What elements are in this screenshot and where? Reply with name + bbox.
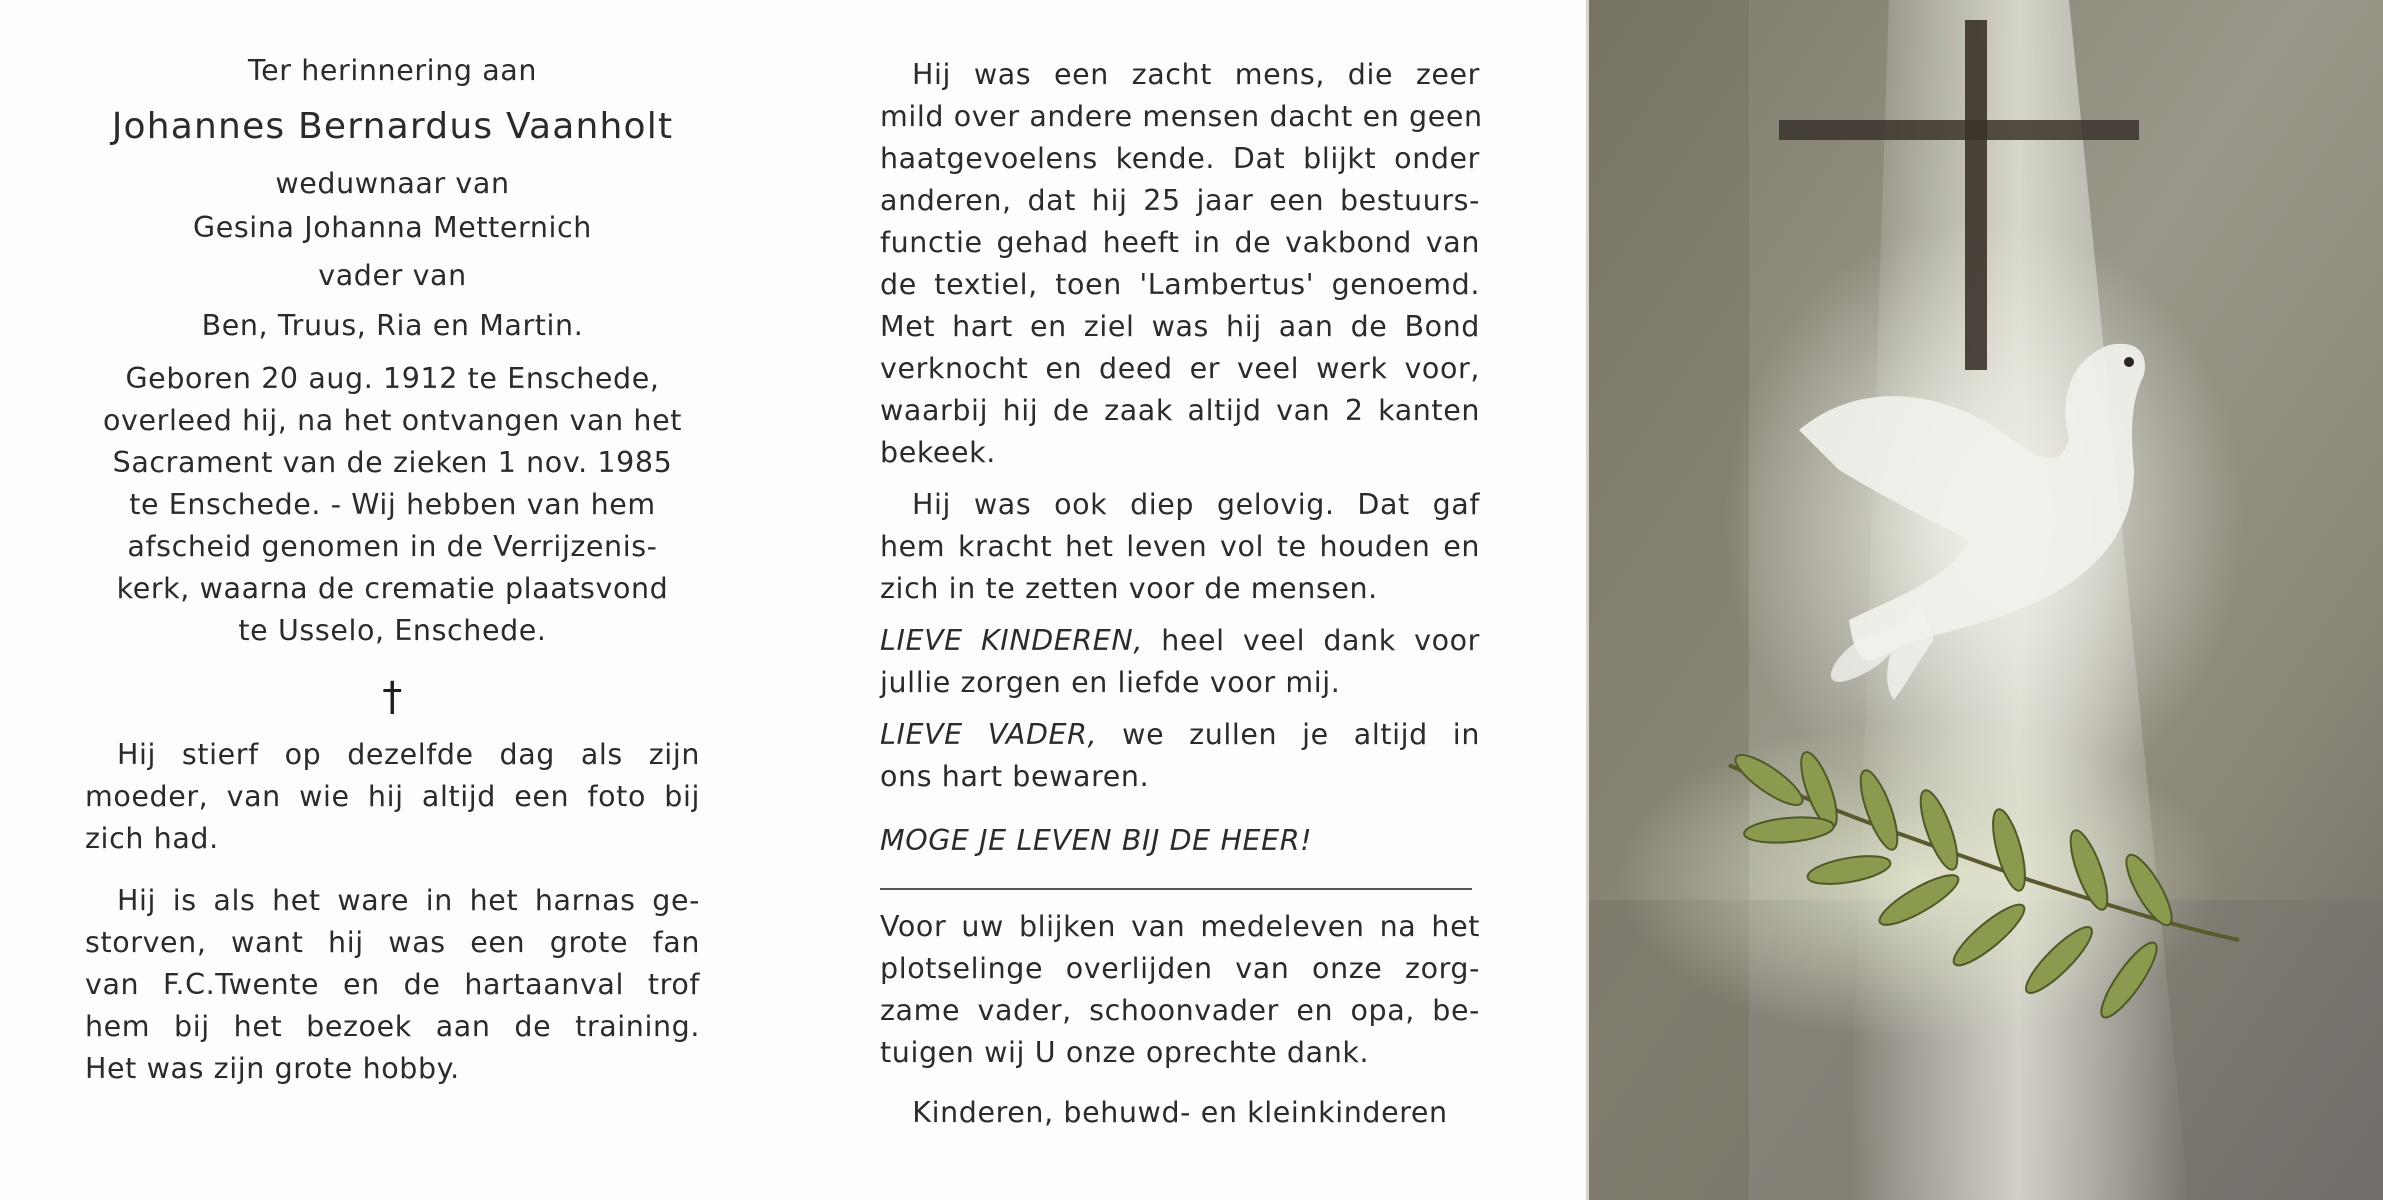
deceased-name: Johannes Bernardus Vaanholt <box>111 106 674 147</box>
bio-line: afscheid genomen in de Verrijzenis- <box>127 530 658 563</box>
bio-line: Sacrament van de zieken 1 nov. 1985 <box>112 446 673 479</box>
text-line: bekeek. <box>880 436 996 469</box>
text-line: zame vader, schoonvader en opa, be- <box>880 994 1480 1027</box>
widower-label: weduwnaar van <box>275 167 510 200</box>
text-line: ons hart bewaren. <box>880 760 1150 793</box>
text-line: Hij was ook diep gelovig. Dat gaf <box>912 488 1480 521</box>
text-line: jullie zorgen en liefde voor mij. <box>880 666 1341 699</box>
children-address <box>880 620 1480 704</box>
text-line: zich in te zetten voor de mensen. <box>880 572 1378 605</box>
text-line: plotselinge overlijden van onze zorg- <box>880 952 1480 985</box>
hobby-paragraph <box>85 880 700 1090</box>
bio-line: Geboren 20 aug. 1912 te Enschede, <box>125 362 660 395</box>
text-line: Voor uw blijken van medeleven na het <box>880 910 1480 943</box>
text-line: waarbij hij de zaak altijd van 2 kanten <box>880 394 1480 427</box>
text-line: functie gehad heeft in de vakbond van <box>880 226 1480 259</box>
family-signature: Kinderen, behuwd- en kleinkinderen <box>912 1096 1448 1129</box>
character-paragraph <box>880 54 1483 474</box>
intro-line: Ter herinnering aan <box>247 54 537 87</box>
father-salutation: LIEVE VADER, <box>880 718 1098 751</box>
text-line: moeder, van wie hij altijd een foto bij <box>85 780 700 813</box>
dove-painting-image <box>1589 0 2383 1200</box>
death-paragraph <box>85 734 700 860</box>
text-line: Hij was een zacht mens, die zeer <box>912 58 1480 91</box>
text-line: haatgevoelens kende. Dat blijkt onder <box>880 142 1480 175</box>
divider-line <box>880 888 1472 890</box>
text-line: Het was zijn grote hobby. <box>85 1052 460 1085</box>
text-line: Met hart en ziel was hij aan de Bond <box>880 310 1480 343</box>
text-line: mild over andere mensen dacht en geen <box>880 100 1483 133</box>
bio-line: te Usselo, Enschede. <box>238 614 547 647</box>
father-address <box>880 714 1480 798</box>
children-names: Ben, Truus, Ria en Martin. <box>201 309 584 342</box>
closing-blessing: MOGE JE LEVEN BIJ DE HEER! <box>880 824 1313 857</box>
text-line: hem bij het bezoek aan de training. <box>85 1010 700 1043</box>
text-line: LIEVE KINDEREN, heel veel dank voor <box>880 624 1480 657</box>
text-line: zich had. <box>85 822 219 855</box>
bio-line: te Enschede. - Wij hebben van hem <box>129 488 656 521</box>
text-line: de textiel, toen 'Lambertus' genoemd. <box>880 268 1480 301</box>
text-line: Hij is als het ware in het harnas ge- <box>117 884 700 917</box>
text-line: Hij stierf op dezelfde dag als zijn <box>117 738 700 771</box>
text-line: storven, want hij was een grote fan <box>85 926 700 959</box>
dove-painting <box>1589 0 2383 1200</box>
cross-symbol: † <box>382 674 403 720</box>
biography-paragraph <box>85 358 700 652</box>
children-salutation: LIEVE KINDEREN, <box>880 624 1143 657</box>
text-line: verknocht en deed er veel werk voor, <box>880 352 1480 385</box>
text-line: tuigen wij U onze oprechte dank. <box>880 1036 1370 1069</box>
left-text-column <box>85 0 700 1200</box>
text-line: LIEVE VADER, we zullen je altijd in <box>880 718 1480 751</box>
thanks-paragraph <box>880 906 1480 1074</box>
father-label: vader van <box>318 259 467 292</box>
bio-line: kerk, waarna de crematie plaatsvond <box>116 572 669 605</box>
middle-text-column <box>880 0 1483 1200</box>
faith-paragraph <box>880 484 1480 610</box>
text-line: anderen, dat hij 25 jaar een bestuurs- <box>880 184 1480 217</box>
text-line: hem kracht het leven vol te houden en <box>880 530 1480 563</box>
bio-line: overleed hij, na het ontvangen van het <box>103 404 682 437</box>
spouse-name: Gesina Johanna Metternich <box>193 211 592 244</box>
text-line: van F.C.Twente en de hartaanval trof <box>85 968 700 1001</box>
